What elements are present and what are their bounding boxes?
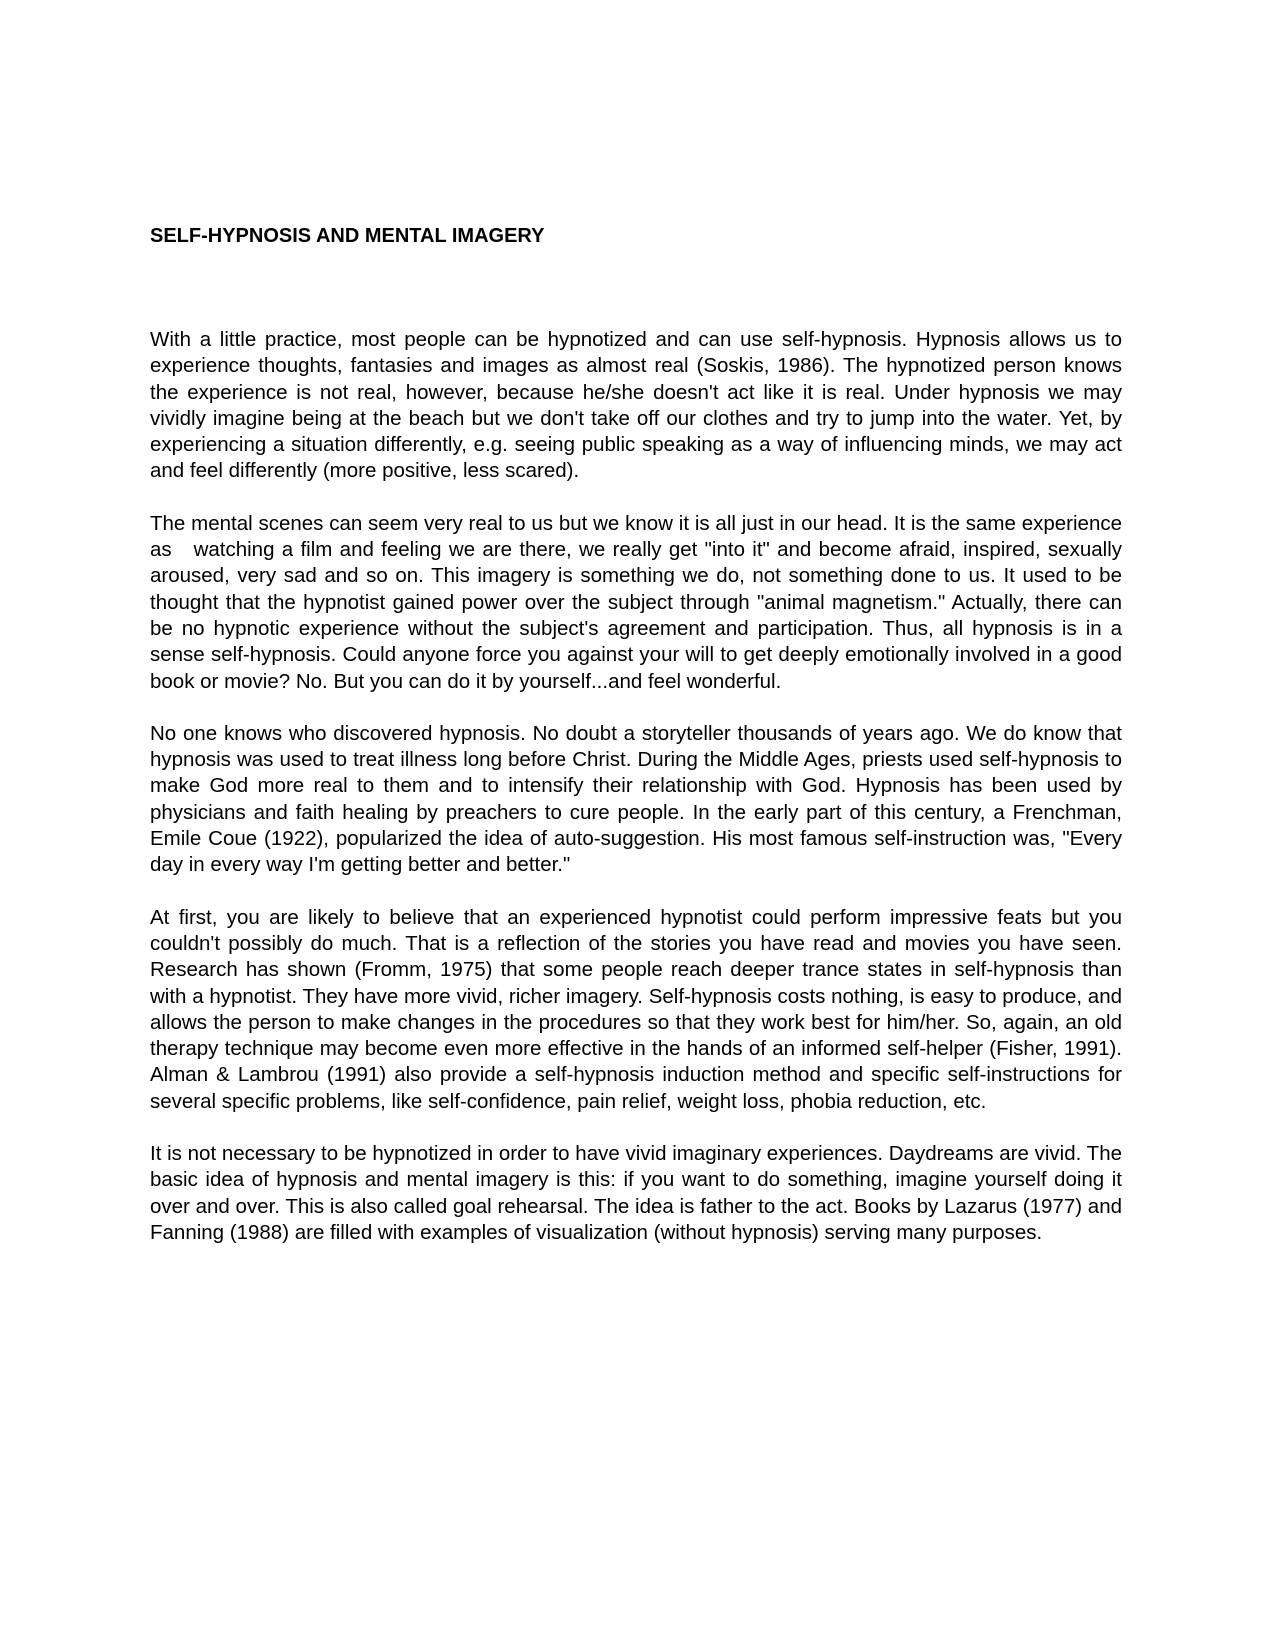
page-title: SELF-HYPNOSIS AND MENTAL IMAGERY — [150, 225, 545, 247]
paragraph-2: The mental scenes can seem very real to us but we know it is all just in our head. It is the same experience as watching a film and feeling we are there, we really get "into it" and become afraid, inspired, sexually aroused, very sad and so on. This imagery is something we do, not something done to us. It used to be thought that the hypnotist gained power over the subject through "animal magnetism." Actually, there can be no hypnotic experience without the subject's agreement and participation. Thus, all hypnosis is in a sense self-hypnosis. Could anyone force you against your will to get deeply emotionally involved in a good book or movie? No. But you can do it by yourself...and feel wonderful. — [150, 511, 1128, 693]
body-text — [150, 327, 1128, 1272]
paragraph-4: At first, you are likely to believe that an experienced hypnotist could perform impressive feats but you couldn't possibly do much. That is a reflection of the stories you have read and movies you have seen. Research has shown (Fromm, 1975) that some people reach deeper trance states in self-hypnosis than with a hypnotist. They have more vivid, richer imagery. Self-hypnosis costs nothing, is easy to produce, and allows the person to make changes in the procedures so that they work best for him/her. So, again, an old therapy technique may become even more effective in the hands of an informed self-helper (Fisher, 1991). Alman & Lambrou (1991) also provide a self-hypnosis induction method and specific self-instructions for several specific problems, like self-confidence, pain relief, weight loss, phobia reduction, etc. — [150, 905, 1128, 1113]
paragraph-1: With a little practice, most people can be hypnotized and can use self-hypnosis. Hypnosis allows us to experience thoughts, fantasies and images as almost real (Soskis, 1986). The hypnotized person knows the experience is not real, however, because he/she doesn't act like it is real. Under hypnosis we may vividly imagine being at the beach but we don't take off our clothes and try to jump into the water. Yet, by experiencing a situation differently, e.g. seeing public speaking as a way of influencing minds, we may act and feel differently (more positive, less scared). — [150, 328, 1128, 483]
paragraph-5: It is not necessary to be hypnotized in order to have vivid imaginary experiences. Daydreams are vivid. The basic idea of hypnosis and mental imagery is this: if you want to do something, imagine yourself doing it over and over. This is also called goal rehearsal. The idea is father to the act. Books by Lazarus (1977) and Fanning (1988) are filled with examples of visualization (without hypnosis) serving many purposes. — [150, 1142, 1128, 1244]
paragraph-3: No one knows who discovered hypnosis. No doubt a storyteller thousands of years ago. We do know that hypnosis was used to treat illness long before Christ. During the Middle Ages, priests used self-hypnosis to make God more real to them and to intensify their relationship with God. Hypnosis has been used by physicians and faith healing by preachers to cure people. In the early part of this century, a Frenchman, Emile Coue (1922), popularized the idea of auto-suggestion. His most famous self-instruction was, "Every day in every way I'm getting better and better." — [150, 721, 1128, 877]
